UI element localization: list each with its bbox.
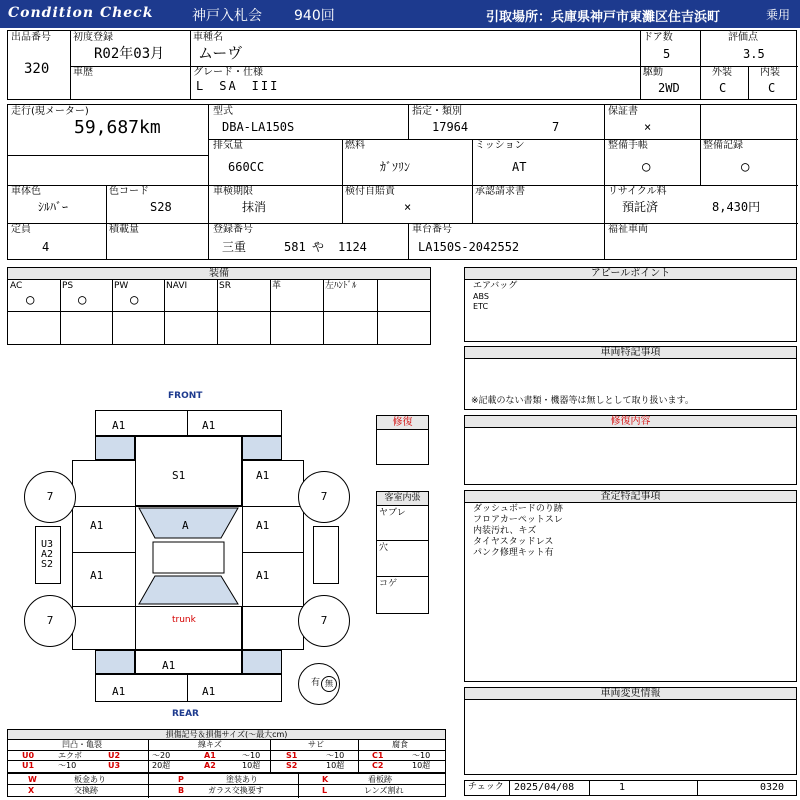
car-diagram: FRONT A1 A1 S1 A1 A1 A1 A1 A1 A trunk A1 A1 A1 REAR 7 7 7 7 U3 A2 S2 有 無 修復 客室内張 ヤブレ 穴 コゲ [0, 388, 460, 723]
evaluation-score: 3.5 [743, 47, 765, 61]
compulsory-insurance: × [404, 200, 412, 214]
check-count: 1 [619, 782, 626, 793]
check-date: 2025/04/08 [514, 782, 575, 793]
plate-number: 1124 [338, 240, 367, 254]
equip-pw: ○ [130, 292, 139, 308]
body-color: ｼﾙﾊﾞｰ [38, 200, 69, 214]
rear-label: REAR [172, 709, 199, 719]
vehicle-name: ムーヴ [198, 44, 243, 62]
wheel-rear-right: 7 [298, 595, 350, 647]
designation-number: 17964 [432, 120, 469, 134]
pickup-location: 引取場所：兵庫県神戸市東灘区住吉浜町 [486, 10, 721, 25]
taillight-right [242, 650, 282, 674]
plate-class: 581 [284, 240, 306, 254]
wheel-rear-left: 7 [24, 595, 76, 647]
repair-details: 修復内容 [464, 415, 797, 485]
wheel-front-left: 7 [24, 471, 76, 523]
equip-ac: ○ [26, 292, 35, 308]
maintenance-record: ○ [741, 159, 750, 175]
appeal-points: アピールポイント エアバッグ ABS ETC [464, 267, 797, 342]
repair-box: 修復 [376, 415, 429, 465]
hood [135, 436, 242, 506]
spare-tire: 有 無 [298, 663, 340, 705]
headlight-right [242, 436, 282, 460]
headlight-left [95, 436, 135, 460]
inspection-notes: 査定特記事項 ダッシュボードのり跡 フロアカーペットスレ 内装汚れ、キズ タイヤスタッドレス パンク修理キット有 [464, 490, 797, 682]
taillight-left [95, 650, 135, 674]
recycle-status: 預託済 [622, 200, 659, 214]
mileage: 59,687km [74, 117, 161, 138]
lot-number: 320 [24, 61, 50, 77]
drive-type: 2WD [658, 81, 680, 95]
chassis-number: LA150S-2042552 [418, 240, 520, 254]
check-row: チェック 2025/04/08 1 0320 [464, 780, 797, 796]
displacement: 660CC [228, 160, 265, 174]
damage-legend: 損傷記号＆損傷サイズ(〜最大cm) 凹凸・亀裂 線キズ サビ 腐食 U0 エクボ U2 〜20 A1 〜10 S1 〜10 C1 〜10 U1 〜10 U3 20超 A2 10超 S2 10超 C2 10超 W 板金あり P 塗装あり K 看板跡 X 交換跡 B ガラス交換要す L レンズ割れ [7, 729, 446, 797]
condition-check-logo: Condition Check [8, 5, 154, 21]
vehicle-change-info: 車両変更情報 [464, 687, 797, 775]
classification-number: 7 [552, 120, 560, 134]
spec-block: 走行(現メーター) 59,687km 型式 DBA-LA150S 指定・類別 17964 7 保証書 × 排気量 660CC 燃料 ｶﾞｿﾘﾝ ミッション AT 整備手帳 ○ 整備記録 ○ 車体色 ｼﾙﾊﾞｰ 色コード S28 車検期限 抹消 検付自賠責 × 承認請求書 リサイクル料 預託済 8,430円 定員 4 積載量 登録番号 三重 581 や 1124 車台番号 LA150S-2042552 福祉車両 [7, 104, 797, 260]
vehicle-info-block: 出品番号 320 初度登録 R02年03月 車種名 ムーヴ ドア数 5 評価点 3.5 車歴 グレード・仕様 L SA III 駆動 2WD 外装 C 内装 C [7, 30, 797, 100]
transmission: AT [512, 160, 527, 174]
front-label: FRONT [168, 391, 203, 401]
seating-capacity: 4 [42, 240, 50, 254]
inspection-expiry: 抹消 [242, 200, 267, 214]
roof-mark: A [182, 519, 189, 532]
side-panel-right [313, 526, 339, 584]
interior-grade: C [768, 81, 776, 95]
grade: L SA III [196, 79, 280, 93]
equipment-block: 装備 AC PS PW NAVI SR 革 左ﾊﾝﾄﾞﾙ ○ ○ ○ [7, 267, 431, 345]
header-bar [0, 0, 800, 28]
vehicle-special-notes: 車両特記事項 ※記載のない書類・機器等は無しとして取り扱います。 [464, 346, 797, 410]
fuel: ｶﾞｿﾘﾝ [380, 160, 411, 174]
plate-kana: や [312, 240, 325, 254]
auction-name: 神戸入札会 [192, 8, 262, 24]
trunk [135, 606, 242, 650]
plate-region: 三重 [222, 240, 247, 254]
recycle-fee: 8,430円 [712, 200, 761, 214]
model-code: DBA-LA150S [222, 120, 295, 134]
spare-none-icon: 無 [321, 676, 337, 692]
check-no: 0320 [760, 782, 785, 793]
first-registration: R02年03月 [94, 46, 165, 62]
warranty: × [644, 120, 652, 134]
category: 乗用 [766, 8, 791, 22]
cabin-lining-box: 客室内張 ヤブレ 穴 コゲ [376, 491, 429, 614]
wheel-front-right: 7 [298, 471, 350, 523]
auction-session: 940回 [294, 8, 335, 24]
exterior-grade: C [719, 81, 727, 95]
door-count: 5 [663, 47, 671, 61]
rear-bumper [135, 650, 242, 674]
equip-ps: ○ [78, 292, 87, 308]
color-code: S28 [150, 200, 172, 214]
maintenance-manual: ○ [642, 159, 651, 175]
